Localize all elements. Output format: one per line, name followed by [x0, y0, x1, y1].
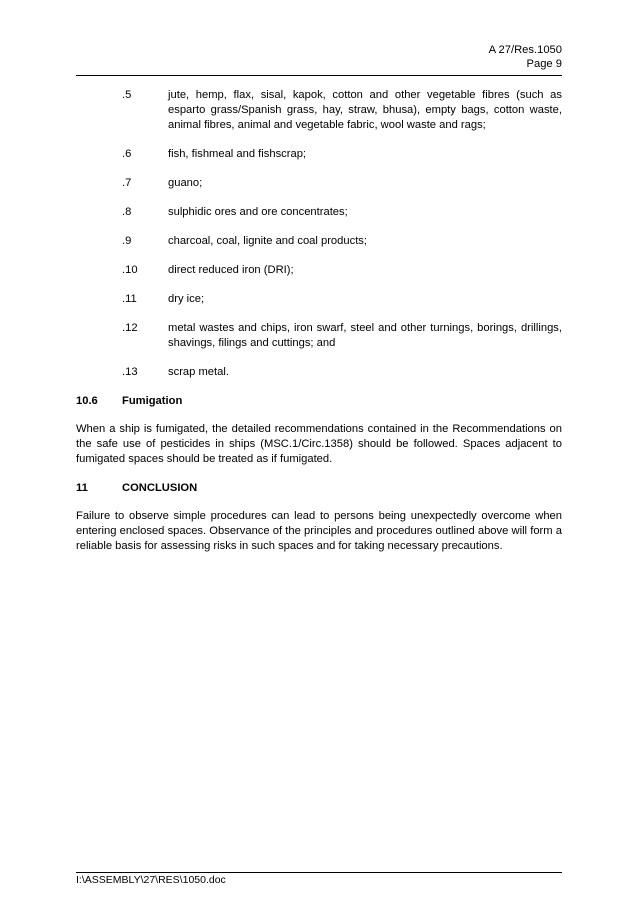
list-item	[76, 147, 562, 162]
list-item-text: metal wastes and chips, iron swarf, steel and other turnings, borings, drillings, shavings, filings and cuttings; and	[168, 322, 562, 349]
list-item-number: .8	[122, 206, 132, 218]
footer-file-path: I:\ASSEMBLY\27\RES\1050.doc	[76, 874, 226, 886]
page-number: Page 9	[526, 58, 562, 70]
section-title: CONCLUSION	[122, 482, 198, 494]
list-item-text: sulphidic ores and ore concentrates;	[168, 206, 348, 218]
list-item-text: direct reduced iron (DRI);	[168, 264, 294, 276]
section-heading-conclusion	[76, 481, 562, 496]
header-divider	[76, 75, 562, 76]
list-item	[76, 176, 562, 191]
list-item-text: dry ice;	[168, 293, 205, 305]
section-title: Fumigation	[122, 395, 183, 407]
page-body	[76, 88, 562, 568]
section-number: 11	[76, 482, 88, 494]
section-heading-fumigation	[76, 394, 562, 409]
page-header	[489, 43, 562, 71]
conclusion-paragraph: Failure to observe simple procedures can lead to persons being unexpectedly overcome when entering enclosed spaces. Observance of the principles and procedures outlined above will form a reliable basis for assessing risks in such spaces and for taking necessary precautions.	[76, 510, 562, 552]
fumigation-paragraph: When a ship is fumigated, the detailed recommendations contained in the Recommendations on the safe use of pesticides in ships (MSC.1/Circ.1358) should be followed. Spaces adjacent to fumigated spaces should be treated as if fumigated.	[76, 423, 562, 465]
list-item-number: .6	[122, 148, 132, 160]
list-item-number: .10	[122, 264, 138, 276]
list-item-text: fish, fishmeal and fishscrap;	[168, 148, 307, 160]
list-item-text: guano;	[168, 177, 203, 189]
document-reference: A 27/Res.1050	[488, 44, 562, 56]
list-item-text: charcoal, coal, lignite and coal products;	[168, 235, 368, 247]
list-item	[76, 321, 562, 351]
list-item-number: .7	[122, 177, 132, 189]
list-item	[76, 234, 562, 249]
list-item	[76, 263, 562, 278]
list-item	[76, 88, 562, 133]
list-item-number: .5	[122, 89, 132, 101]
list-item-number: .9	[122, 235, 132, 247]
list-item	[76, 365, 562, 380]
footer-divider	[76, 872, 562, 873]
list-item	[76, 205, 562, 220]
list-item	[76, 292, 562, 307]
list-item-text: scrap metal.	[168, 366, 229, 378]
list-item-number: .12	[122, 322, 138, 334]
list-item-text: jute, hemp, flax, sisal, kapok, cotton and other vegetable fibres (such as esparto grass/Spanish grass, hay, straw, bhusa), empty bags, cotton waste, animal fibres, animal and vegetable fabric, wool waste and rags;	[168, 89, 562, 131]
list-item-number: .11	[122, 293, 137, 305]
section-number: 10.6	[76, 395, 98, 407]
list-item-number: .13	[122, 366, 138, 378]
